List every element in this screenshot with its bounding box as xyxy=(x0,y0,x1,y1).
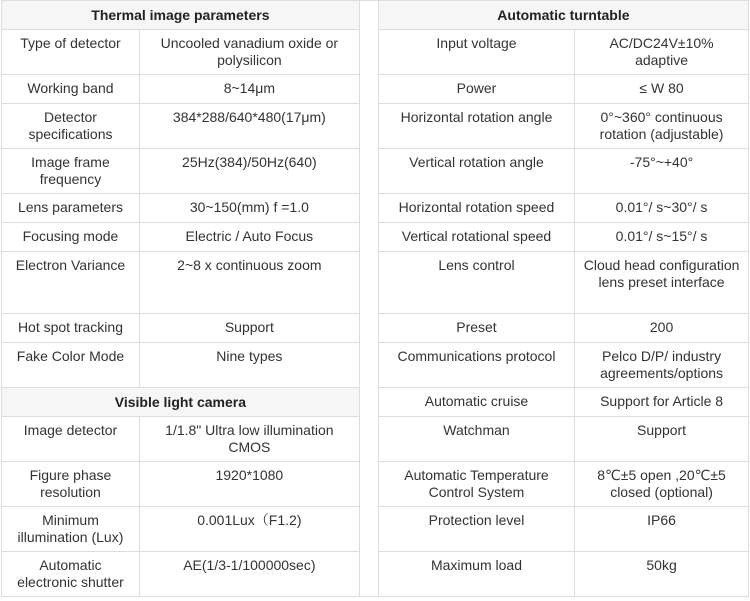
thermal-section-title: Thermal image parameters xyxy=(2,1,360,30)
thermal-value: Electric / Auto Focus xyxy=(139,223,359,252)
visible-label: Automatic electronic shutter xyxy=(2,552,140,597)
thermal-label: Detector specifications xyxy=(2,104,140,149)
turntable-value: 0°~360° continuous rotation (adjustable) xyxy=(575,104,749,149)
thermal-value: 2~8 x continuous zoom xyxy=(139,252,359,314)
visible-value: AE(1/3-1/100000sec) xyxy=(139,552,359,597)
visible-label: Image detector xyxy=(2,417,140,462)
thermal-value: 30~150(mm) f =1.0 xyxy=(139,194,359,223)
turntable-value: 200 xyxy=(575,314,749,343)
turntable-value: -75°~+40° xyxy=(575,149,749,194)
turntable-label: Protection level xyxy=(378,507,574,552)
thermal-value: Nine types xyxy=(139,343,359,388)
visible-value: 1920*1080 xyxy=(139,462,359,507)
turntable-value: Support xyxy=(575,417,749,462)
turntable-value: Support for Article 8 xyxy=(575,388,749,417)
turntable-label: Automatic Temperature Control System xyxy=(378,462,574,507)
thermal-label: Working band xyxy=(2,75,140,104)
thermal-label: Type of detector xyxy=(2,30,140,75)
thermal-value: 384*288/640*480(17μm) xyxy=(139,104,359,149)
turntable-value: 0.01°/ s~15°/ s xyxy=(575,223,749,252)
thermal-label: Hot spot tracking xyxy=(2,314,140,343)
thermal-value: 8~14μm xyxy=(139,75,359,104)
turntable-label: Automatic cruise xyxy=(378,388,574,417)
turntable-label: Vertical rotational speed xyxy=(378,223,574,252)
turntable-label: Preset xyxy=(378,314,574,343)
thermal-value: Support xyxy=(139,314,359,343)
visible-section-title: Visible light camera xyxy=(2,388,360,417)
turntable-value: 50kg xyxy=(575,552,749,597)
turntable-label: Horizontal rotation speed xyxy=(378,194,574,223)
turntable-label: Horizontal rotation angle xyxy=(378,104,574,149)
turntable-value: Cloud head configuration lens preset interface xyxy=(575,252,749,314)
column-divider xyxy=(359,1,378,597)
visible-label: Figure phase resolution xyxy=(2,462,140,507)
turntable-value: 0.01°/ s~30°/ s xyxy=(575,194,749,223)
visible-label: Minimum illumination (Lux) xyxy=(2,507,140,552)
turntable-label: Communications protocol xyxy=(378,343,574,388)
thermal-label: Fake Color Mode xyxy=(2,343,140,388)
turntable-label: Lens control xyxy=(378,252,574,314)
turntable-value: Pelco D/P/ industry agreements/options xyxy=(575,343,749,388)
visible-value: 1/1.8" Ultra low illumination CMOS xyxy=(139,417,359,462)
turntable-label: Watchman xyxy=(378,417,574,462)
thermal-label: Lens parameters xyxy=(2,194,140,223)
thermal-label: Image frame frequency xyxy=(2,149,140,194)
turntable-value: AC/DC24V±10% adaptive xyxy=(575,30,749,75)
turntable-value: 8℃±5 open ,20℃±5 closed (optional) xyxy=(575,462,749,507)
turntable-value: ≤ W 80 xyxy=(575,75,749,104)
turntable-label: Vertical rotation angle xyxy=(378,149,574,194)
thermal-label: Focusing mode xyxy=(2,223,140,252)
thermal-value: Uncooled vanadium oxide or polysilicon xyxy=(139,30,359,75)
visible-value: 0.001Lux（F1.2) xyxy=(139,507,359,552)
thermal-value: 25Hz(384)/50Hz(640) xyxy=(139,149,359,194)
turntable-label: Maximum load xyxy=(378,552,574,597)
turntable-value: IP66 xyxy=(575,507,749,552)
turntable-label: Input voltage xyxy=(378,30,574,75)
turntable-label: Power xyxy=(378,75,574,104)
turntable-section-title: Automatic turntable xyxy=(378,1,748,30)
thermal-label: Electron Variance xyxy=(2,252,140,314)
spec-table xyxy=(1,0,749,597)
table-row xyxy=(2,1,749,30)
